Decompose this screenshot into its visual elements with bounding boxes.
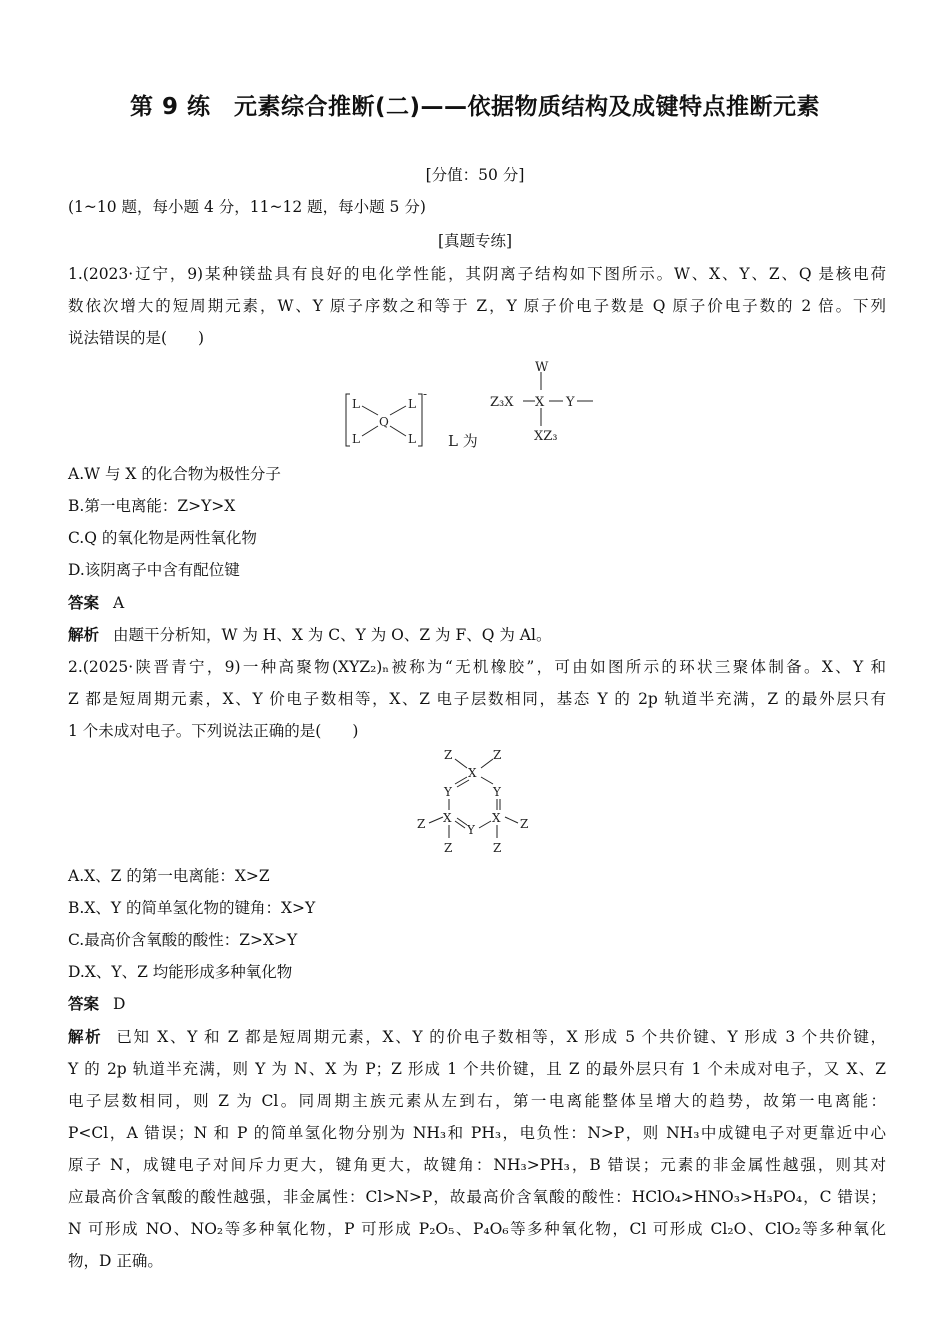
q2-answer-value: D [113,995,126,1013]
q1-analysis-row [68,625,886,645]
q1-charge: - [423,387,428,401]
q2-atom-z: Z [493,841,502,855]
section-heading: [真题专练] [437,232,513,250]
q2-analysis-line-2: Y 的 2p 轨道半充满，则 Y 为 N、X 为 P；Z 形成 1 个共价键，且 Z 的最外层只有 1 个未成对电子，又 X、Z [68,1060,886,1078]
q2-analysis-text: 已知 X、Y 和 Z 都是短周期元素，X、Y 的价电子数相等，X 形成 5 个共价键、Y 形成 3 个共价键， [116,1028,886,1046]
q2-analysis-line-4: P<Cl，A 错误；N 和 P 的简单氢化物分别为 NH₃和 PH₃，电负性：N>P，则 NH₃中成键电子对更靠近中心 [68,1124,886,1142]
score-value: [分值：50 分] [425,166,525,184]
q1-stem-line-2: 数依次增大的短周期元素，W、Y 原子序数之和等于 Z，Y 原子价电子数是 Q 原子价电子数的 2 倍。下列 [68,297,886,315]
q2-stem-line-2: Z 都是短周期元素，X、Y 价电子数相等，X、Z 电子层数相同，基态 Y 的 2p 轨道半充满，Z 的最外层只有 [68,690,886,708]
q2-atom-y: Y [444,785,452,799]
q1-ligand-l: L [408,432,416,446]
q2-atom-z: Z [444,841,453,855]
q1-ligand-l: L [352,397,360,411]
q1-center-q: Q [379,415,389,429]
q2-analysis-line-5: 原子 N，成键电子对间斥力更大，键角更大，故键角：NH₃>PH₃，B 错误；元素的非金属性越强，则其对 [68,1156,886,1174]
q1-ligand-l: L [352,432,360,446]
q2-analysis-line-1 [68,1027,886,1047]
q1-answer-value: A [113,594,125,612]
q2-option-d: D.X、Y、Z 均能形成多种氧化物 [68,963,293,981]
q2-analysis-line-3: 电子层数相同，则 Z 为 Cl。同周期主族元素从左到右，第一电离能整体呈增大的趋势，故第一电离能： [68,1092,886,1110]
q1-option-c: C.Q 的氧化物是两性氧化物 [68,529,257,547]
q1-l-is-label: L 为 [448,432,478,450]
q2-atom-y: Y [467,823,475,837]
q2-analysis-line-7: N 可形成 NO、NO₂等多种氧化物，P 可形成 P₂O₅、P₄O₆等多种氧化物，Cl 可形成 Cl₂O、ClO₂等多种氧化 [68,1220,886,1238]
q2-stem-line-3: 1 个未成对电子。下列说法正确的是( ) [68,722,359,740]
q2-analysis-line-8: 物，D 正确。 [68,1252,163,1270]
q2-option-a: A.X、Z 的第一电离能：X>Z [68,867,270,885]
q2-stem-line-1: 2.(2025·陕晋青宁，9)一种高聚物(XYZ₂)ₙ被称为“无机橡胶”，可由如图所示的环状三聚体制备。X、Y 和 [68,658,886,676]
analysis-label: 解析 [68,1028,103,1046]
scoring-rule: (1~10 题，每小题 4 分，11~12 题，每小题 5 分) [68,198,426,216]
q2-atom-x: X [443,811,452,825]
q1-atom-w: W [535,360,549,375]
q1-atom-y: Y [566,395,575,410]
q2-option-c: C.最高价含氧酸的酸性：Z>X>Y [68,931,298,949]
q2-analysis-line-6: 应最高价含氧酸的酸性越强，非金属性：Cl>N>P，故最高价含氧酸的酸性：HClO₄>HNO₃>H₃PO₄，C 错误； [68,1188,886,1206]
q1-stem-line-1: 1.(2023·辽宁，9)某种镁盐具有良好的电化学性能，其阴离子结构如下图所示。W、X、Y、Z、Q 是核电荷 [68,265,886,283]
page-title: 第 9 练 元素综合推断(二)——依据物质结构及成键特点推断元素 [129,94,821,120]
answer-label: 答案 [68,594,100,612]
q1-ligand-bonds [523,372,593,426]
q2-atom-z: Z [520,817,529,831]
q2-atom-z: Z [444,748,453,762]
q1-atom-x: X [535,395,545,410]
q1-group-xz3: XZ₃ [534,429,558,444]
q1-answer-row [68,593,886,613]
answer-label: 答案 [68,995,100,1013]
analysis-label: 解析 [68,626,100,644]
q1-analysis-text: 由题干分析知，W 为 H、X 为 C、Y 为 O、Z 为 F、Q 为 Al。 [113,626,552,644]
q2-atom-x: X [492,811,501,825]
q1-option-b: B.第一电离能：Z>Y>X [68,497,236,515]
q1-option-a: A.W 与 X 的化合物为极性分子 [68,465,281,483]
q1-stem-line-3: 说法错误的是( ) [68,329,205,347]
q2-atom-x: X [468,766,477,780]
q2-answer-row [68,994,886,1014]
q2-atom-y: Y [493,785,501,799]
q1-option-d: D.该阴离子中含有配位键 [68,561,240,579]
q1-structure-figure [330,352,620,462]
q1-group-z3x: Z₃X [490,395,514,410]
q2-ring-trimer-figure [405,746,545,858]
q2-atom-z: Z [417,817,426,831]
q2-option-b: B.X、Y 的简单氢化物的键角：X>Y [68,899,316,917]
q2-atom-z: Z [493,748,502,762]
q1-ligand-l: L [408,397,416,411]
